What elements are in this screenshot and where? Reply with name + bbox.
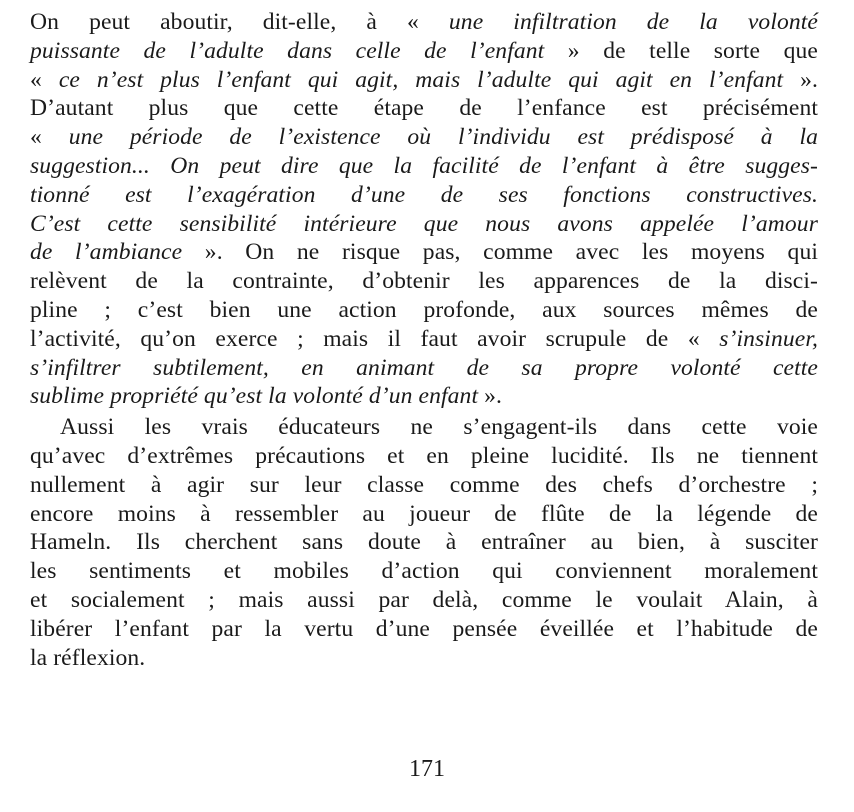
text-run: ». On ne risque pas, comme avec les moyens qui <box>182 239 819 266</box>
text-run: libérer l’enfant par la vertu d’une pensée éveillée et l’habitude de <box>30 615 818 642</box>
text-line <box>30 382 818 411</box>
text-line <box>30 325 818 354</box>
italic-text: s’infiltrer subtilement, en animant de sa propre volonté cette <box>30 354 818 381</box>
text-run: relèvent de la contrainte, d’obtenir les apparences de la disci- <box>30 268 818 295</box>
text-line <box>30 37 818 66</box>
text-run: encore moins à ressembler au joueur de flûte de la légende de <box>30 500 818 527</box>
text-line <box>30 152 818 181</box>
italic-text: ce n’est plus l’enfant qui agit, mais l’adulte qui agit en l’enfant <box>58 66 784 93</box>
text-line <box>30 267 818 296</box>
text-line <box>30 586 818 615</box>
page-number: 171 <box>409 756 445 782</box>
text-line <box>30 94 818 123</box>
text-run: Hameln. Ils cherchent sans doute à entraîner au bien, à susciter <box>30 529 818 556</box>
text-line <box>30 471 818 500</box>
italic-text: une période de l’existence où l’individu est prédisposé à la <box>68 124 818 151</box>
text-run: ». <box>783 66 818 93</box>
text-line <box>30 66 818 95</box>
paragraph <box>30 413 818 672</box>
italic-text: de l’ambiance <box>30 239 183 266</box>
italic-text: suggestion... On peut dire que la facilité de l’enfant à être sugges- <box>30 152 818 179</box>
text-line <box>30 354 818 383</box>
text-line <box>30 296 818 325</box>
text-line <box>30 181 818 210</box>
italic-text: s’insinuer, <box>719 325 818 352</box>
text-run: On peut aboutir, dit-elle, à « <box>30 9 449 35</box>
book-page <box>30 8 818 672</box>
text-run: « <box>30 66 59 93</box>
text-line <box>30 442 818 471</box>
text-line <box>30 413 818 442</box>
text-line <box>30 615 818 644</box>
italic-text: C’est cette sensibilité intérieure que nous avons appelée l’amour <box>30 210 818 237</box>
text-line <box>30 557 818 586</box>
text-line <box>30 644 818 673</box>
text-run: l’activité, qu’on exerce ; mais il faut avoir scrupule de « <box>30 325 720 352</box>
text-run: pline ; c’est bien une action profonde, aux sources mêmes de <box>30 296 818 323</box>
text-run: D’autant plus que cette étape de l’enfance est précisément <box>30 95 818 122</box>
paragraph <box>30 8 818 411</box>
text-run: » de telle sorte que <box>544 37 818 64</box>
text-line <box>30 8 818 37</box>
text-line <box>30 123 818 152</box>
italic-text: sublime propriété qu’est la volonté d’un enfant <box>30 383 479 410</box>
text-line <box>30 210 818 239</box>
text-line <box>30 528 818 557</box>
text-run: les sentiments et mobiles d’action qui conviennent moralement <box>30 558 818 585</box>
text-run: qu’avec d’extrêmes précautions et en pleine lucidité. Ils ne tiennent <box>30 442 818 469</box>
text-run: ». <box>478 383 503 410</box>
italic-text: puissante de l’adulte dans celle de l’enfant <box>30 37 545 64</box>
text-run: « <box>30 124 69 151</box>
text-run: la réflexion. <box>30 644 146 671</box>
text-run: nullement à agir sur leur classe comme des chefs d’orchestre ; <box>30 471 818 498</box>
text-line <box>30 238 818 267</box>
text-run: Aussi les vrais éducateurs ne s’engagent-ils dans cette voie <box>60 414 818 441</box>
italic-text: tionné est l’exagération d’une de ses fonctions constructives. <box>30 181 818 208</box>
text-line <box>30 500 818 529</box>
text-body <box>30 8 818 672</box>
italic-text: une infiltration de la volonté <box>448 9 819 35</box>
text-run: et socialement ; mais aussi par delà, comme le voulait Alain, à <box>30 586 818 613</box>
